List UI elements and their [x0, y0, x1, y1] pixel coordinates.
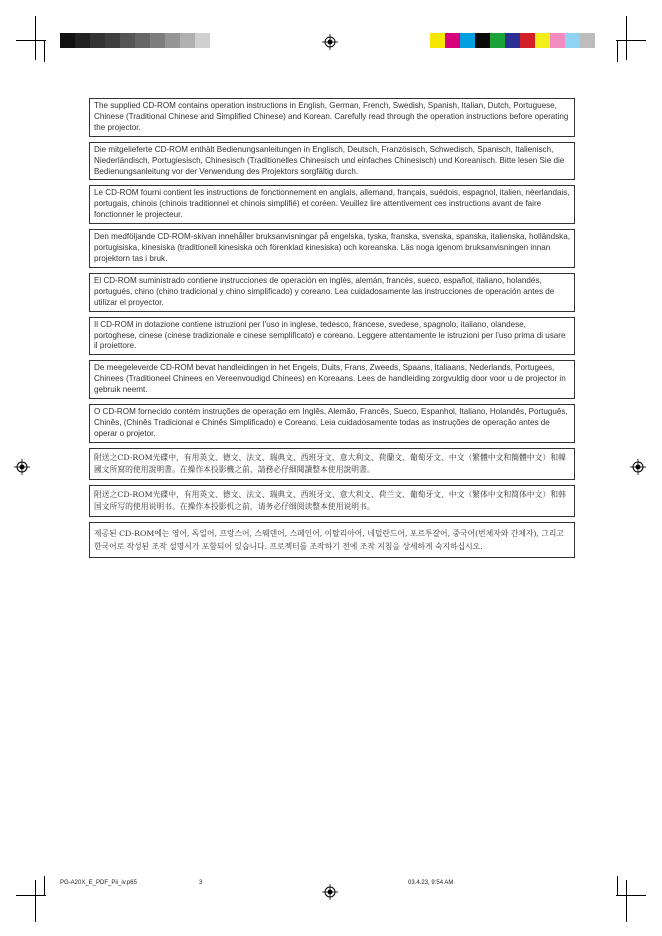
notice-french: Le CD-ROM fourni contient les instructions de fonctionnement en anglais, allemand, français, suédois, espagnol, italien, néerlandais, portugais, chinois (chinois traditionnel et chinois simplifié) et coréen. Veuillez lire attentivement ces instructions avant de faire fonctionner le projecteur.	[89, 185, 575, 224]
crop-mark	[626, 16, 627, 60]
crop-mark	[617, 40, 618, 62]
crop-mark	[626, 880, 627, 922]
footer-page-number: 3	[199, 880, 203, 886]
notice-portuguese: O CD-ROM fornecido contém instruções de operação em Inglês, Alemão, Francês, Sueco, Espanhol, Italiano, Holandês, Português, Chinês, (Chinês Tradicional e Chinês Simplificado) e Coreano. Leia cuidadosamente todas as instruções de operação antes de operar o projetor.	[89, 404, 575, 443]
notice-simplified-chinese: 附送之CD-ROM光碟中，有用英文、德文、法文、瑞典文、西班牙文、意大利文、荷兰文、葡萄牙文、中文（繁体中文和简体中文）和韩国文所写的使用说明书。在操作本投影机之前，请务必仔细阅读整本使用说明书。	[89, 485, 575, 517]
notice-swedish: Den medföljande CD-ROM-skivan innehåller bruksanvisningar på engelska, tyska, franska, svenska, spanska, italienska, holländska, portugisiska, kinesiska (traditionell kinesiska och förenklad kinesiska) och koreanska. Läs noga igenom bruksanvisningen innan projektorn tas i bruk.	[89, 229, 575, 268]
color-swatch	[460, 33, 475, 48]
color-swatch	[475, 33, 490, 48]
registration-mark-icon	[630, 459, 646, 475]
notice-dutch: De meegeleverde CD-ROM bevat handleidingen in het Engels, Duits, Frans, Zweeds, Spaans, Italiaans, Nederlands, Portugees, Chinees (Traditioneel Chinees en Vereenvoudigd Chinees) en Koreaans. Lees de handleiding zorgvuldig door voor u de projector in gebruik neemt.	[89, 360, 575, 399]
crop-mark	[35, 880, 36, 922]
color-swatch	[150, 33, 165, 48]
color-swatch	[90, 33, 105, 48]
crop-mark	[617, 876, 618, 896]
color-swatch	[550, 33, 565, 48]
notice-german: Die mitgelieferte CD-ROM enthält Bedienungsanleitungen in Englisch, Deutsch, Französisch, Schwedisch, Spanisch, Italienisch, Niederländisch, Portugiesisch, Chinesisch (Traditionelles Chinesisch und einfaches Chinesisch) und Koreanisch. Bitte lesen Sie die Bedienungsanleitung vor der Verwendung des Projektors sorgfältig durch.	[89, 142, 575, 181]
crop-mark	[16, 40, 46, 41]
color-swatch	[535, 33, 550, 48]
notice-traditional-chinese: 附送之CD-ROM光碟中，有用英文、德文、法文、瑞典文、西班牙文、意大利文、荷蘭文、葡萄牙文、中文（繁體中文和簡體中文）和韓國文所寫的使用說明書。在操作本投影機之前，請務必仔細閱讀整本使用說明書。	[89, 448, 575, 480]
crop-mark	[16, 895, 46, 896]
color-swatch	[520, 33, 535, 48]
color-calibration-bar	[430, 33, 595, 48]
color-swatch	[120, 33, 135, 48]
color-swatch	[60, 33, 75, 48]
crop-mark	[44, 876, 45, 896]
color-swatch	[490, 33, 505, 48]
color-swatch	[565, 33, 580, 48]
gray-calibration-bar	[60, 33, 210, 48]
registration-mark-icon	[322, 884, 338, 900]
crop-mark	[616, 40, 646, 41]
notice-korean: 제공된 CD-ROM에는 영어, 독일어, 프랑스어, 스웨덴어, 스페인어, 이탈리아어, 네덜란드어, 포르투갈어, 중국어(번체자와 간체자), 그리고 한국어로 작성된 조작 설명서가 포함되어 있습니다. 프로젝터를 조작하기 전에 조작 지침을 상세하게 숙지하십시오.	[89, 522, 575, 558]
color-swatch	[75, 33, 90, 48]
registration-mark-icon	[14, 459, 30, 475]
crop-mark	[616, 895, 646, 896]
color-swatch	[165, 33, 180, 48]
crop-mark	[44, 40, 45, 62]
crop-mark	[35, 16, 36, 60]
color-swatch	[195, 33, 210, 48]
footer-timestamp: 03.4.23, 9:54 AM	[408, 880, 454, 886]
color-swatch	[580, 33, 595, 48]
color-swatch	[135, 33, 150, 48]
notice-spanish: El CD-ROM suministrado contiene instrucciones de operación en inglés, alemán, francés, sueco, español, italiano, holandés, portugués, chino (chino tradicional y chino simplificado) y coreano. Lea cuidadosamente las instrucciones de operación antes de utilizar el proyector.	[89, 273, 575, 312]
color-swatch	[180, 33, 195, 48]
cd-rom-notice-list	[89, 98, 575, 563]
color-swatch	[105, 33, 120, 48]
footer-file-name: PG-A20X_E_PDF_Pii_iv.p65	[60, 880, 137, 886]
notice-italian: Il CD-ROM in dotazione contiene istruzioni per l’uso in inglese, tedesco, francese, svedese, spagnolo, italiano, olandese, portoghese, cinese (cinese tradizionale e cinese semplificato) e coreano. Leggere attentamente le istruzioni per l’uso prima di usare il proiettore.	[89, 317, 575, 356]
color-swatch	[430, 33, 445, 48]
notice-english: The supplied CD-ROM contains operation instructions in English, German, French, Swedish, Spanish, Italian, Dutch, Portuguese, Chinese (Traditional Chinese and Simplified Chinese) and Korean. Carefully read through the operation instructions before operating the projector.	[89, 98, 575, 137]
registration-mark-icon	[322, 34, 338, 50]
color-swatch	[445, 33, 460, 48]
color-swatch	[505, 33, 520, 48]
